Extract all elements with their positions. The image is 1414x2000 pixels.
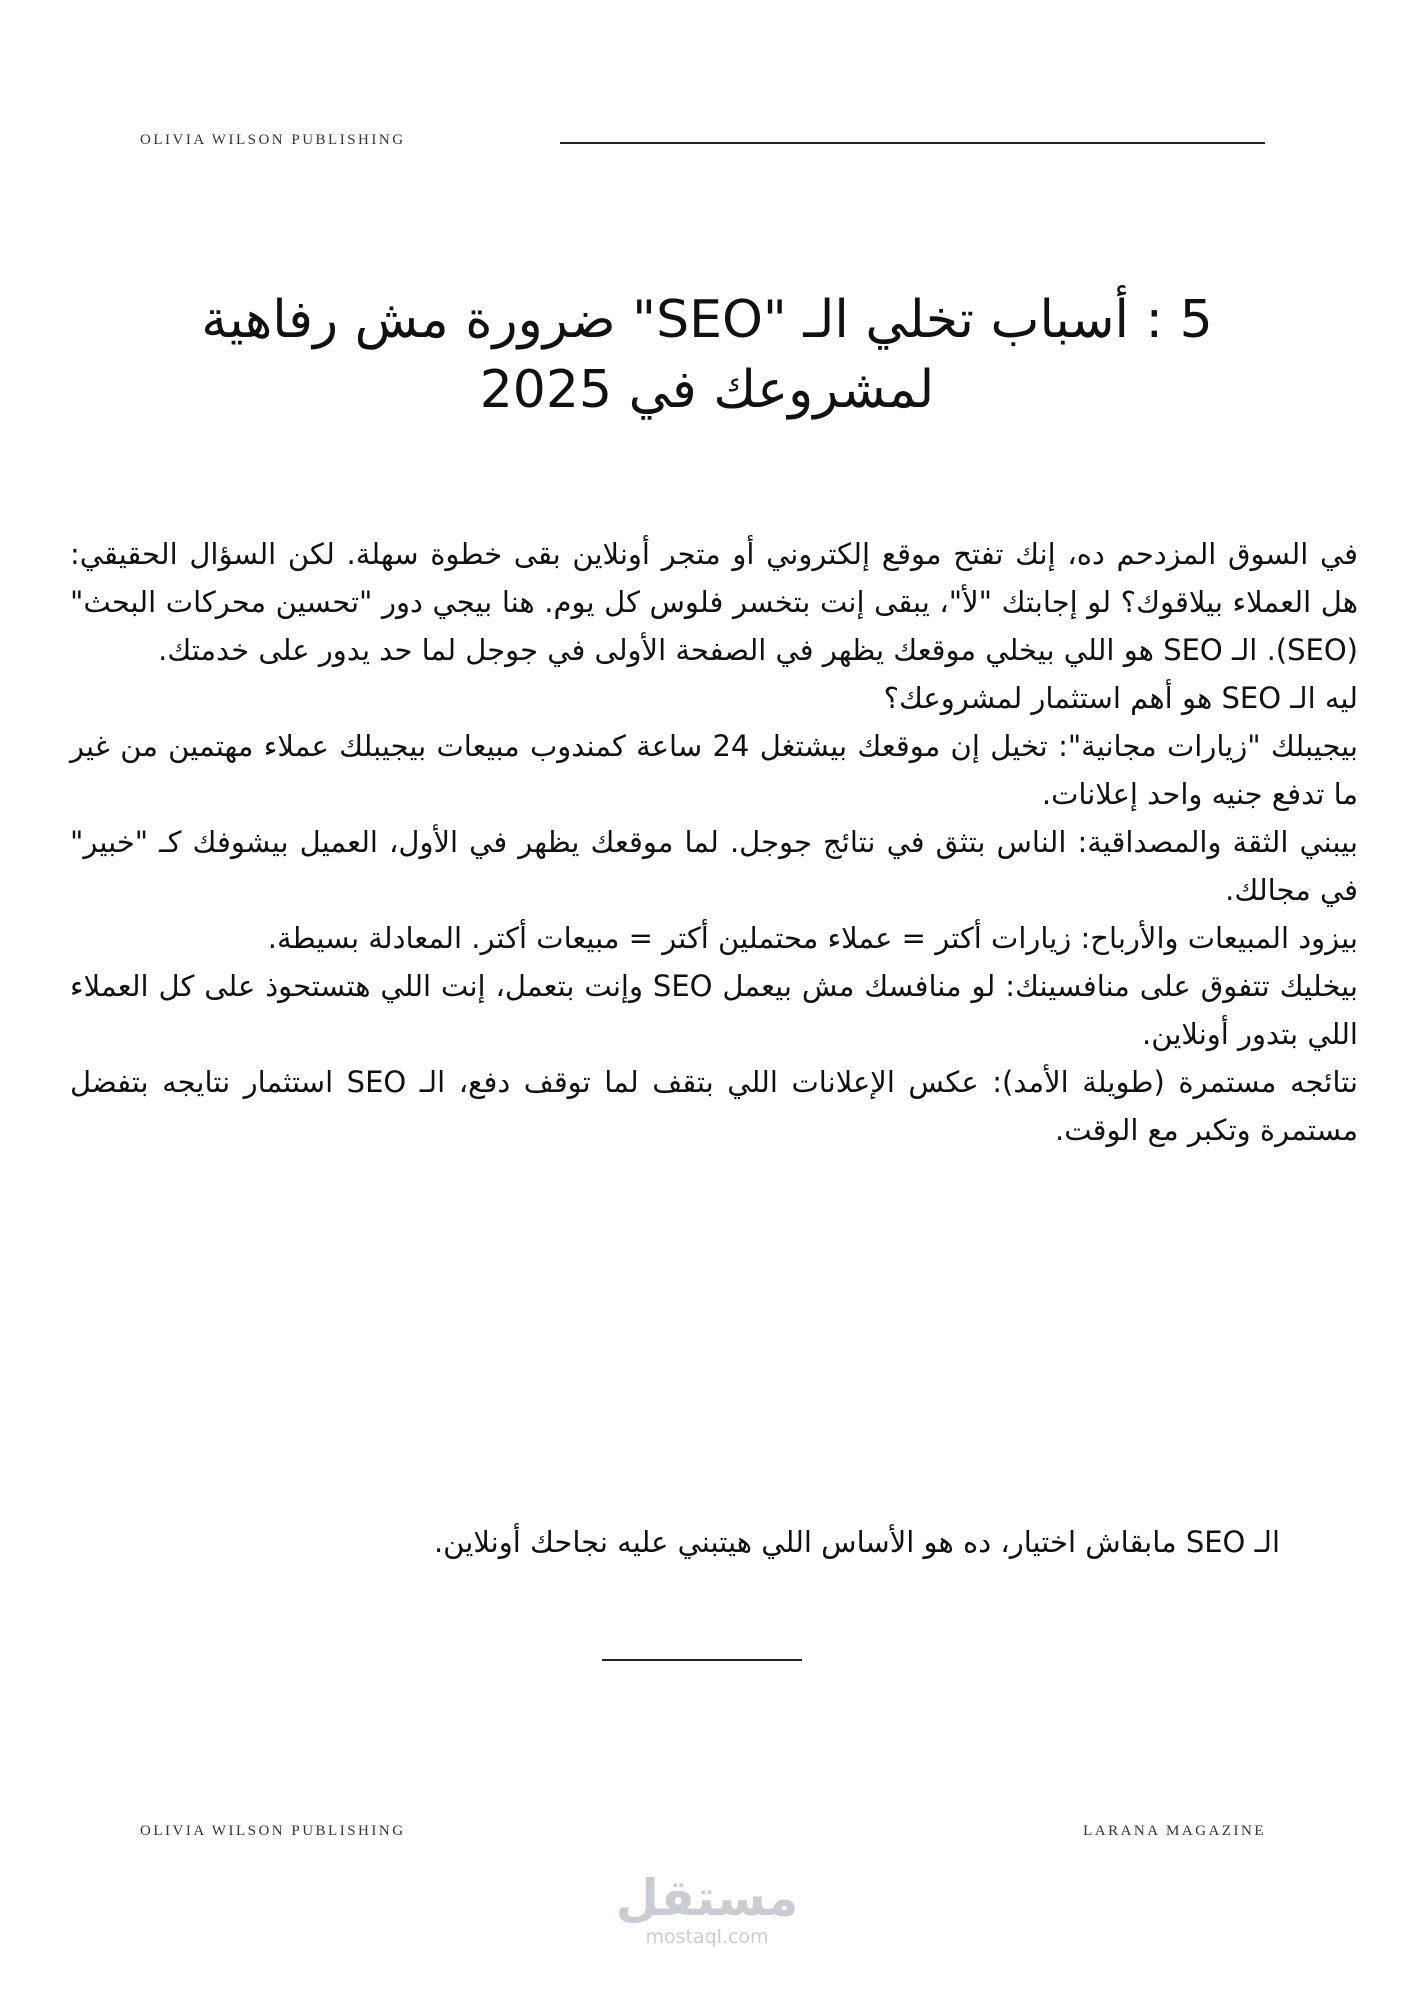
reason-free-visits: بيجيبلك "زيارات مجانية": تخيل إن موقعك بيشتغل 24 ساعة كمندوب مبيعات بيجيبلك عملاء مهتمين من غير ما تدفع جنيه واحد إعلانات. xyxy=(70,729,1358,811)
footer-publisher-name: OLIVIA WILSON PUBLISHING xyxy=(140,1823,406,1839)
reason-long-term: نتائجه مستمرة (طويلة الأمد): عكس الإعلانات اللي بتقف لما توقف دفع، الـ SEO استثمار نتايجه بتفضل مستمرة وتكبر مع الوقت. xyxy=(70,1065,1358,1147)
footer-magazine-name: LARANA MAGAZINE xyxy=(1083,1823,1266,1839)
watermark-arabic-text: مستقل xyxy=(615,1869,799,1927)
watermark-url-text: mostaql.com xyxy=(645,1926,769,1948)
section-question: ليه الـ SEO هو أهم استثمار لمشروعك؟ xyxy=(883,681,1358,715)
article-body xyxy=(70,530,1358,1154)
intro-paragraph: في السوق المزدحم ده، إنك تفتح موقع إلكتروني أو متجر أونلاين بقى خطوة سهلة. لكن السؤال الحقيقي: هل العملاء بيلاقوك؟ لو إجابتك "لأ"، يبقى إنت بتخسر فلوس كل يوم. هنا بيجي دور "تحسين محركات البحث" (SEO). الـ SEO هو اللي بيخلي موقعك يظهر في الصفحة الأولى في جوجل لما حد يدور على خدمتك. xyxy=(70,537,1358,667)
article-title: 5 : أسباب تخلي الـ "SEO" ضرورة مش رفاهية لمشروعك في 2025 xyxy=(201,290,1213,420)
header-publisher-name: OLIVIA WILSON PUBLISHING xyxy=(140,132,406,148)
watermark-logo xyxy=(607,1870,807,1948)
reason-competitors: بيخليك تتفوق على منافسينك: لو منافسك مش بيعمل SEO وإنت بتعمل، إنت اللي هتستحوذ على كل العملاء اللي بتدور أونلاين. xyxy=(70,969,1358,1051)
header-divider xyxy=(560,142,1265,144)
reason-sales: بيزود المبيعات والأرباح: زيارات أكتر = عملاء محتملين أكتر = مبيعات أكتر. المعادلة بسيطة. xyxy=(267,921,1358,955)
section-divider xyxy=(602,1659,802,1661)
closing-statement: الـ SEO مابقاش اختيار، ده هو الأساس اللي هيتبني عليه نجاحك أونلاين. xyxy=(433,1525,1280,1559)
reason-trust: بيبني الثقة والمصداقية: الناس بتثق في نتائج جوجل. لما موقعك يظهر في الأول، العميل بيشوفك كـ "خبير" في مجالك. xyxy=(70,825,1358,907)
